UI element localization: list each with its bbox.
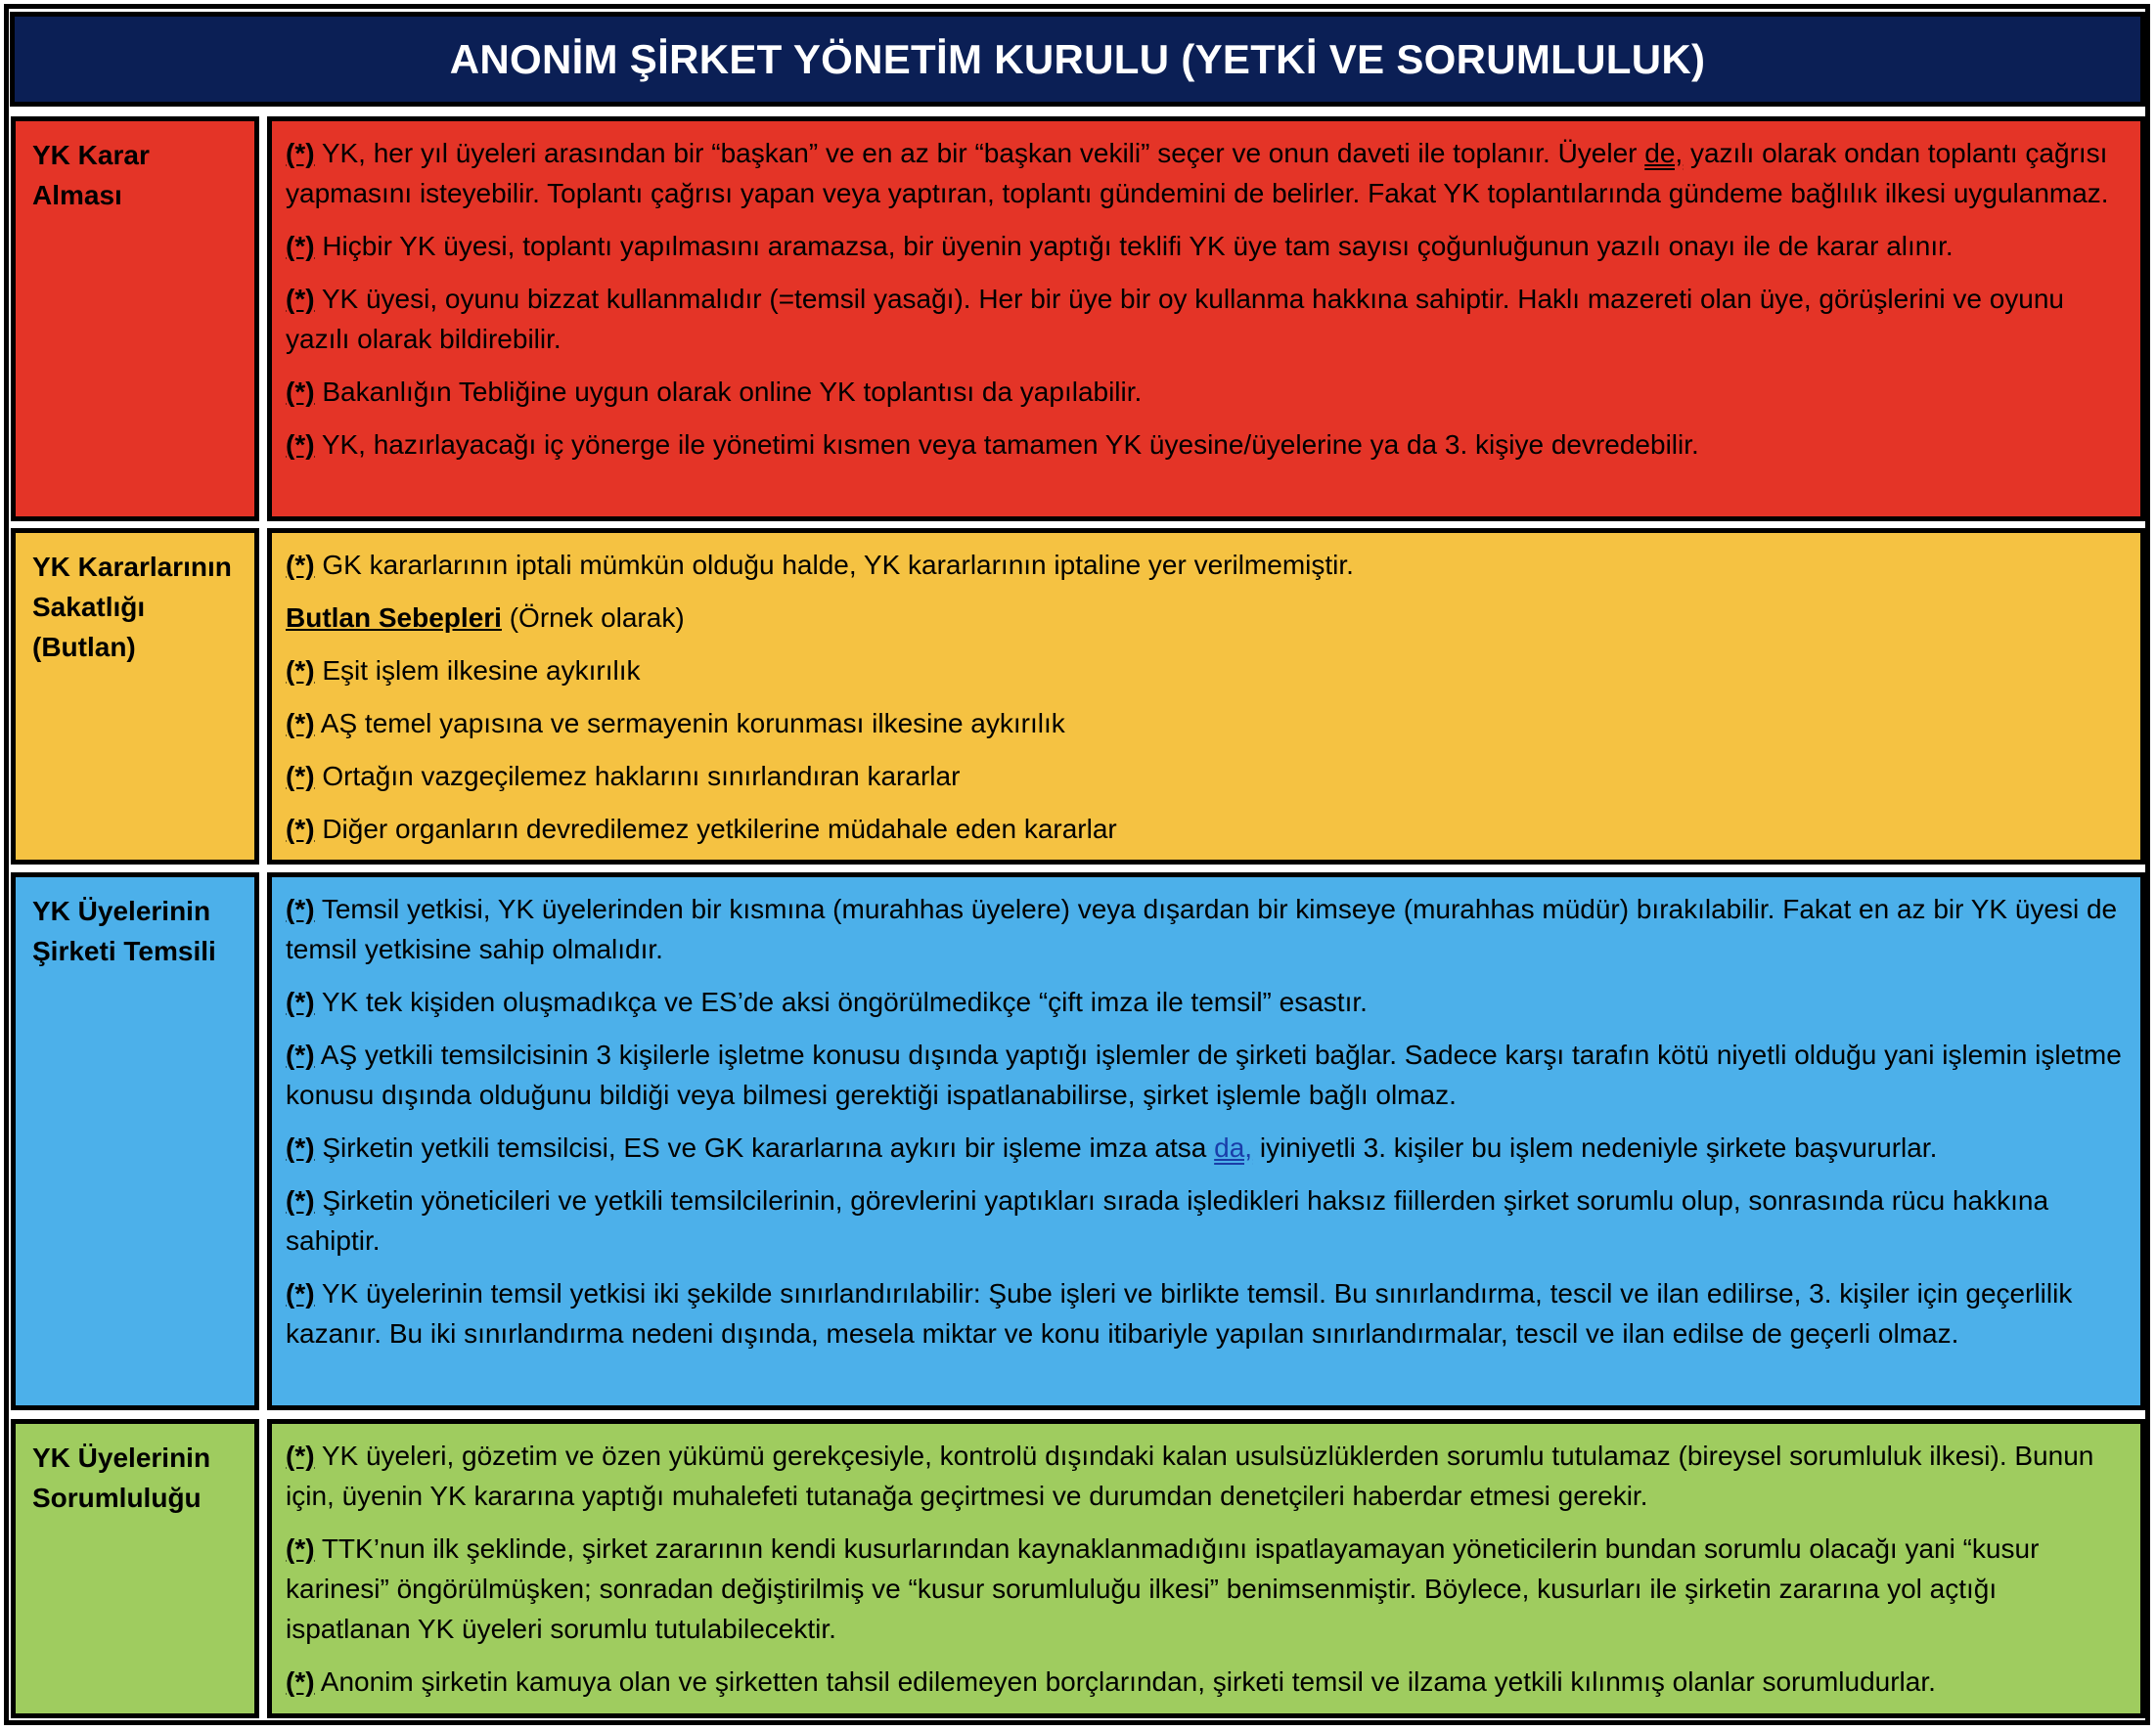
- bullet-mark: (*): [286, 1132, 315, 1163]
- item-text: AŞ yetkili temsilcisinin 3 kişilerle işletme konusu dışında yaptığı işlemler de şirketi bağlar. Sadece karşı tarafın kötü niyetli olduğu yani işlemin işletme konusu dışında olduğunu bildiği veya bilmesi gerektiği ispatlanabilirse, şirket işlemle bağlı olmaz.: [286, 1040, 2122, 1110]
- bullet-mark: (*): [286, 1533, 315, 1564]
- bullet-mark: (*): [286, 1441, 315, 1471]
- list-item: [286, 982, 2127, 1022]
- item-text: YK tek kişiden oluşmadıkça ve ES’de aksi öngörülmedikçe “çift imza ile temsil” esastır.: [321, 987, 1368, 1017]
- item-text: Şirketin yetkili temsilcisi, ES ve GK kararlarına aykırı bir işleme imza atsa: [322, 1132, 1215, 1163]
- section-label-line: YK Üyelerinin: [32, 1442, 211, 1473]
- item-text: YK üyelerinin temsil yetkisi iki şekilde sınırlandırılabilir: Şube işleri ve birlikte temsil. Bu sınırlandırma, tescil ve ilan edilirse, 3. kişiler için geçerlilik kazanır. Bu iki sınırlandırma nedeni dışında, mesela miktar ve konu itibariyle yapılan sınırlandırmalar, tescil ve ilan edilse de geçerli olmaz.: [286, 1278, 2073, 1349]
- bullet-mark: (*): [286, 655, 315, 686]
- bullet-mark: (*): [286, 814, 315, 844]
- item-text: Temsil yetkisi, YK üyelerinden bir kısmına (murahhas üyelere) veya dışardan bir kimseye (murahhas müdür) bırakılabilir. Fakat en az bir YK üyesi de temsil yetkisine sahip olmalıdır.: [286, 894, 2118, 964]
- list-item: [286, 889, 2127, 969]
- bullet-mark: (*): [286, 138, 315, 168]
- section-label-temsil: [11, 872, 259, 1410]
- item-emphasis: da,: [1214, 1132, 1253, 1163]
- list-item: [286, 650, 2127, 690]
- subheading: [286, 598, 2127, 638]
- list-item: [286, 809, 2127, 849]
- section-label-line: Sorumluluğu: [32, 1483, 202, 1513]
- bullet-mark: (*): [286, 231, 315, 261]
- item-text: Bakanlığın Tebliğine uygun olarak online YK toplantısı da yapılabilir.: [322, 377, 1143, 407]
- item-text: Eşit işlem ilkesine aykırılık: [322, 655, 641, 686]
- item-text: Şirketin yöneticileri ve yetkili temsilcilerinin, görevlerini yaptıkları sırada işledikleri haksız fiillerden şirket sorumlu olup, sonrasında rücu hakkına sahiptir.: [286, 1185, 2049, 1256]
- section-content-sakatlik: [267, 528, 2145, 865]
- section-label-line: Şirketi Temsili: [32, 936, 216, 966]
- list-item: [286, 1529, 2127, 1649]
- page-title-text: ANONİM ŞİRKET YÖNETİM KURULU (YETKİ VE SORUMLULUK): [449, 35, 1706, 82]
- section-label-line: YK Kararlarının: [32, 552, 232, 582]
- section-label-line: YK Üyelerinin: [32, 896, 211, 926]
- section-label-sakatlik: [11, 528, 259, 865]
- bullet-mark: (*): [286, 1278, 315, 1309]
- bullet-mark: (*): [286, 708, 315, 738]
- list-item: [286, 133, 2127, 213]
- bullet-mark: (*): [286, 987, 315, 1017]
- item-text: TTK’nun ilk şeklinde, şirket zararının kendi kusurlarından kaynaklanmadığını ispatlayamayan yöneticilerin bundan sorumlu olacağı yani “kusur karinesi” öngörülmüşken; sonradan değiştirilmiş ve “kusur sorumluluğu ilkesi” benimsenmiştir. Böylece, kusurları ile şirketin zararına yol açtığı ispatlanan YK üyeleri sorumlu tutulabilecektir.: [286, 1533, 2040, 1644]
- list-item: [286, 1273, 2127, 1354]
- section-label-line: Sakatlığı: [32, 592, 146, 622]
- item-text: Ortağın vazgeçilemez haklarını sınırlandıran kararlar: [322, 761, 961, 791]
- page-title: [10, 12, 2145, 107]
- bullet-mark: (*): [286, 284, 315, 314]
- list-item: [286, 1128, 2127, 1168]
- bullet-mark: (*): [286, 429, 315, 460]
- bullet-mark: (*): [286, 1040, 315, 1070]
- item-text: YK, hazırlayacağı iç yönerge ile yönetimi kısmen veya tamamen YK üyesine/üyelerine ya da 3. kişiye devredebilir.: [321, 429, 1699, 460]
- bullet-mark: (*): [286, 761, 315, 791]
- section-content-sorumluluk: [267, 1419, 2145, 1718]
- bullet-mark: (*): [286, 894, 315, 924]
- section-label-karar-almasi: [11, 116, 259, 521]
- section-label-sorumluluk: [11, 1419, 259, 1718]
- list-item: [286, 1035, 2127, 1115]
- bullet-mark: (*): [286, 550, 315, 580]
- item-text: YK üyesi, oyunu bizzat kullanmalıdır (=temsil yasağı). Her bir üye bir oy kullanma hakkına sahiptir. Haklı mazereti olan üye, görüşlerini ve oyunu yazılı olarak bildirebilir.: [286, 284, 2064, 354]
- list-item: [286, 1180, 2127, 1261]
- item-text: yazılı olarak ondan toplantı çağrısı yapmasını isteyebilir. Toplantı çağrısı yapan veya yaptıran, toplantı gündemini de belirler. Fakat YK toplantılarında gündeme bağlılık ilkesi uygulanmaz.: [286, 138, 2109, 208]
- list-item: [286, 1662, 2127, 1702]
- subheading-bold: Butlan Sebepleri: [286, 602, 502, 633]
- section-label-line: (Butlan): [32, 632, 136, 662]
- list-item: [286, 279, 2127, 359]
- item-text: Diğer organların devredilemez yetkilerine müdahale eden kararlar: [322, 814, 1117, 844]
- subheading-rest: (Örnek olarak): [501, 602, 685, 633]
- bullet-mark: (*): [286, 1666, 315, 1697]
- list-item: [286, 703, 2127, 743]
- list-item: [286, 545, 2127, 585]
- item-text: iyiniyetli 3. kişiler bu işlem nedeniyle şirkete başvururlar.: [1252, 1132, 1938, 1163]
- item-text: GK kararlarının iptali mümkün olduğu halde, YK kararlarının iptaline yer verilmemiştir.: [322, 550, 1354, 580]
- item-text: Anonim şirketin kamuya olan ve şirketten tahsil edilemeyen borçlarından, şirketi temsil ve ilzama yetkili kılınmış olanlar sorumludurlar.: [320, 1666, 1936, 1697]
- list-item: [286, 424, 2127, 465]
- item-emphasis: de,: [1644, 138, 1684, 168]
- section-content-karar-almasi: [267, 116, 2145, 521]
- bullet-mark: (*): [286, 377, 315, 407]
- section-content-temsil: [267, 872, 2145, 1410]
- list-item: [286, 756, 2127, 796]
- section-label-line: Alması: [32, 180, 122, 210]
- item-text: YK üyeleri, gözetim ve özen yükümü gerekçesiyle, kontrolü dışındaki kalan usulsüzlüklerden sorumlu tutulamaz (bireysel sorumluluk ilkesi). Bunun için, üyenin YK kararına yaptığı muhalefeti tutanağa geçirtmesi ve durumdan denetçileri haberdar etmesi gerekir.: [286, 1441, 2094, 1511]
- list-item: [286, 372, 2127, 412]
- bullet-mark: (*): [286, 1185, 315, 1216]
- list-item: [286, 226, 2127, 266]
- item-text: YK, her yıl üyeleri arasından bir “başkan” ve en az bir “başkan vekili” seçer ve onun daveti ile toplanır. Üyeler: [321, 138, 1645, 168]
- list-item: [286, 1436, 2127, 1516]
- item-text: AŞ temel yapısına ve sermayenin korunması ilkesine aykırılık: [320, 708, 1065, 738]
- item-text: Hiçbir YK üyesi, toplantı yapılmasını aramazsa, bir üyenin yaptığı teklifi YK üye tam sayısı çoğunluğunun yazılı onayı ile de karar alınır.: [322, 231, 1954, 261]
- section-label-line: YK Karar: [32, 140, 150, 170]
